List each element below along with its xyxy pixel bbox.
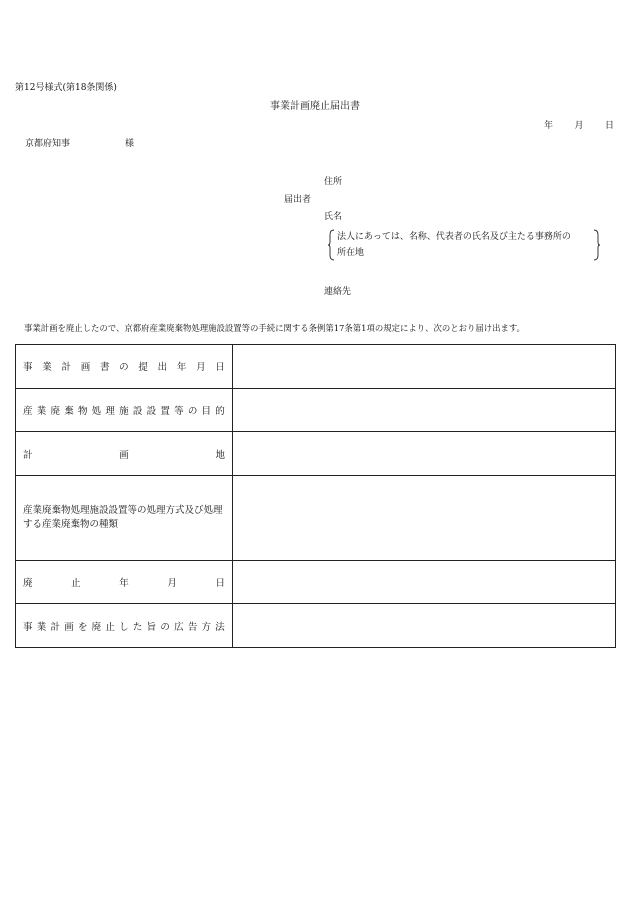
label-char: 処 — [91, 406, 102, 418]
label-char: 旨 — [146, 621, 157, 633]
notifier-label: 届出者 — [284, 195, 312, 205]
table-row — [16, 560, 616, 604]
spread-label — [23, 575, 225, 589]
label-char: 設 — [132, 406, 143, 418]
recipient-honorific: 様 — [125, 139, 135, 149]
label-char: 目 — [201, 406, 212, 418]
corporate-note-line2: 所在地 — [337, 248, 365, 258]
label-char: 業 — [36, 621, 47, 633]
label-char: 方 — [201, 621, 212, 633]
corporate-note-line1: 法人にあっては、名称、代表者の氏名及び主たる事務所の — [337, 232, 571, 242]
label-char: 事 — [23, 362, 33, 374]
address-label: 住所 — [324, 177, 343, 187]
label-char: の — [187, 406, 198, 418]
label-char: 広 — [174, 621, 184, 633]
row-value-submission-date[interactable] — [233, 345, 616, 389]
label-char: 画 — [64, 621, 74, 633]
label-char: 画 — [80, 362, 91, 374]
spread-label — [23, 447, 225, 461]
row-label-line1: 産業廃棄物処理施設設置等の処理方式及び処理 — [23, 504, 223, 516]
label-char: 事 — [23, 621, 33, 633]
label-char: 告 — [187, 621, 198, 633]
name-label: 氏名 — [324, 212, 343, 222]
notification-table — [15, 344, 616, 648]
label-char: 出 — [157, 362, 168, 374]
recipient-name: 京都府知事 — [25, 139, 71, 149]
label-char: 法 — [215, 621, 225, 633]
date-line — [544, 120, 614, 132]
row-value-site[interactable] — [233, 432, 616, 476]
label-char: 止 — [71, 577, 81, 589]
contact-label: 連絡先 — [324, 287, 352, 297]
label-char: 業 — [36, 406, 47, 418]
label-char: を — [77, 621, 88, 633]
table-row — [16, 476, 616, 560]
row-label-method-and-waste — [16, 476, 233, 560]
date-year-label: 年 — [544, 121, 554, 131]
label-char: 計 — [61, 362, 71, 374]
row-value-purpose[interactable] — [233, 388, 616, 432]
table-row — [16, 388, 616, 432]
label-char: 地 — [215, 449, 225, 461]
spread-label — [23, 359, 225, 373]
label-char: 計 — [23, 449, 33, 461]
label-char: 画 — [119, 449, 129, 461]
label-char: 日 — [215, 362, 225, 374]
corporate-note-bracket — [328, 229, 600, 261]
label-char: 年 — [176, 362, 187, 374]
label-char: 書 — [99, 362, 110, 374]
label-char: 理 — [105, 406, 115, 418]
row-label-purpose — [16, 388, 233, 432]
table-row — [16, 604, 616, 648]
date-month-label: 月 — [574, 121, 584, 131]
label-char: 棄 — [64, 406, 74, 418]
date-day-label: 日 — [604, 121, 614, 131]
label-char: 産 — [23, 406, 33, 418]
label-char: 施 — [119, 406, 129, 418]
spread-label — [23, 403, 225, 417]
row-label-site — [16, 432, 233, 476]
row-value-abolition-date[interactable] — [233, 560, 616, 604]
label-char: 的 — [215, 406, 225, 418]
label-char: 日 — [215, 577, 225, 589]
label-char: 等 — [174, 406, 184, 418]
label-char: 計 — [50, 621, 60, 633]
label-char: 設 — [146, 406, 157, 418]
form-number: 第12号様式(第18条関係) — [15, 83, 117, 93]
table-row — [16, 432, 616, 476]
label-char: 物 — [77, 406, 88, 418]
spread-label — [23, 619, 225, 633]
label-char: 業 — [42, 362, 52, 374]
row-label-abolition-date — [16, 560, 233, 604]
row-label-submission-date — [16, 345, 233, 389]
label-char: の — [119, 362, 129, 374]
label-char: 廃 — [91, 621, 102, 633]
document-title: 事業計画廃止届出書 — [270, 101, 360, 112]
row-label-line2: する産業廃棄物の種類 — [23, 518, 119, 530]
row-value-method-and-waste[interactable] — [233, 476, 616, 560]
label-char: し — [119, 621, 129, 633]
label-char: 止 — [105, 621, 115, 633]
row-value-announcement-method[interactable] — [233, 604, 616, 648]
label-char: 置 — [160, 406, 170, 418]
label-char: 廃 — [50, 406, 60, 418]
label-char: 月 — [167, 577, 177, 589]
statement-text: 事業計画を廃止したので、京都府産業廃棄物処理施設設置等の手続に関する条例第17条第1項の規定により、次のとおり届け出ます。 — [24, 323, 525, 333]
label-char: 月 — [196, 362, 206, 374]
label-char: 提 — [138, 362, 148, 374]
table-row — [16, 345, 616, 389]
label-char: 年 — [119, 577, 129, 589]
row-label-announcement-method — [16, 604, 233, 648]
label-char: の — [160, 621, 170, 633]
label-char: 廃 — [23, 577, 33, 589]
label-char: た — [132, 621, 143, 633]
